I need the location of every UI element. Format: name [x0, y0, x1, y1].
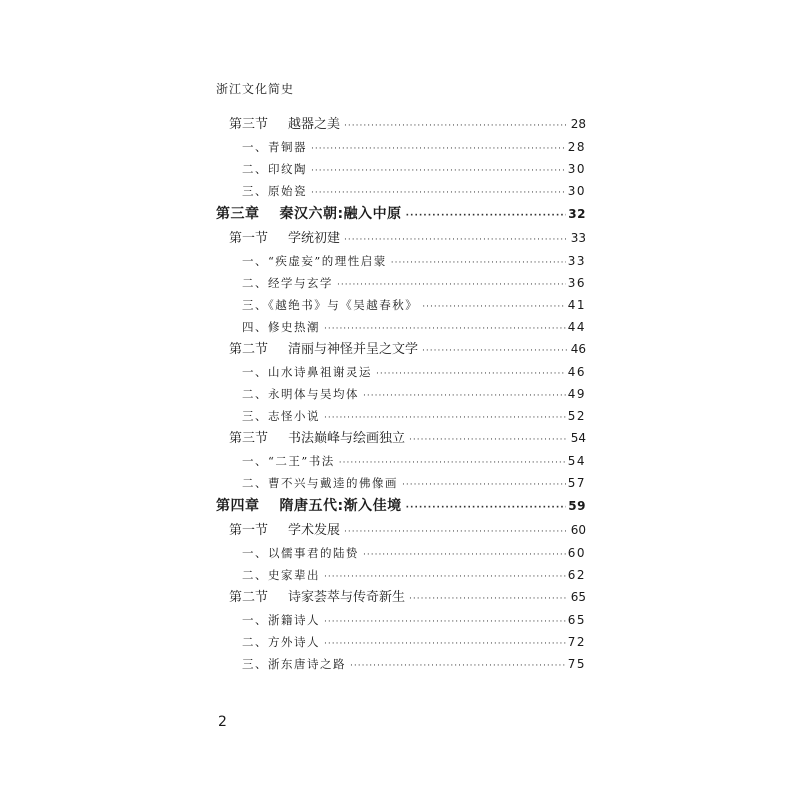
toc-page-number: 28 — [567, 140, 586, 154]
toc-section-row — [216, 227, 586, 250]
toc-item-row — [216, 180, 586, 202]
toc-entry-number: 二、 — [242, 635, 268, 649]
toc-page-number: 32 — [568, 207, 586, 221]
toc-entry-number: 第四章 — [216, 498, 260, 514]
dot-leader — [406, 204, 567, 227]
toc-page-number: 30 — [567, 162, 586, 176]
toc-entry-title: 《越绝书》与《吴越春秋》 — [268, 298, 419, 312]
toc-item-row — [216, 564, 586, 586]
toc-entry-label — [216, 494, 402, 519]
toc-entry-number: 一、 — [242, 140, 268, 154]
toc-entry-title: 原始瓷 — [268, 184, 307, 198]
toc-page-number: 41 — [567, 298, 586, 312]
toc-entry-label — [216, 427, 405, 450]
dot-leader — [324, 633, 566, 653]
toc-entry-title: 修史热潮 — [268, 320, 320, 334]
toc-entry-title: 青铜器 — [268, 140, 307, 154]
toc-entry-title: 诗家荟萃与传奇新生 — [288, 590, 406, 605]
toc-page-number: 46 — [570, 342, 586, 356]
toc-entry-label — [216, 472, 398, 494]
toc-entry-label — [216, 519, 340, 542]
toc-page-number: 57 — [567, 476, 586, 490]
toc-item-row — [216, 405, 586, 427]
toc-item-row — [216, 631, 586, 653]
toc-entry-number: 一、 — [242, 254, 268, 268]
toc-page-number: 75 — [567, 657, 586, 671]
toc-entry-number: 二、 — [242, 387, 268, 401]
toc-page-number: 36 — [567, 276, 586, 290]
dot-leader — [402, 474, 566, 494]
toc-item-row — [216, 609, 586, 631]
toc-entry-label — [216, 405, 320, 427]
toc-entry-number: 第二节 — [229, 342, 269, 357]
dot-leader — [363, 544, 566, 564]
toc-entry-number: 二、 — [242, 162, 268, 176]
toc-page-number: 44 — [567, 320, 586, 334]
toc-entry-number: 三、 — [242, 657, 268, 671]
toc-entry-label — [216, 631, 320, 653]
toc-entry-title: 学统初建 — [288, 231, 341, 246]
toc-entry-label — [216, 250, 387, 272]
dot-leader — [311, 182, 566, 202]
toc-item-row — [216, 316, 586, 338]
toc-entry-number: 二、 — [242, 476, 268, 490]
toc-item-row — [216, 653, 586, 675]
toc-entry-title: 清丽与神怪并呈之文学 — [288, 342, 419, 357]
toc-entry-number: 三、 — [242, 184, 268, 198]
toc-page-number: 60 — [570, 523, 586, 537]
toc-chapter-row — [216, 202, 586, 227]
toc-page-number: 54 — [570, 431, 586, 445]
toc-entry-label — [216, 338, 418, 361]
toc-page-number: 65 — [567, 613, 586, 627]
dot-leader — [391, 252, 566, 272]
toc-page-number: 72 — [567, 635, 586, 649]
toc-page-number: 33 — [570, 231, 586, 245]
toc-item-row — [216, 136, 586, 158]
toc-entry-number: 一、 — [242, 613, 268, 627]
dot-leader — [422, 340, 568, 361]
toc-entry-number: 第一节 — [229, 231, 269, 246]
toc-entry-title: 永明体与吴均体 — [268, 387, 359, 401]
toc-page-number: 28 — [570, 117, 586, 131]
toc-entry-title: 越器之美 — [288, 117, 341, 132]
toc-section-row — [216, 338, 586, 361]
toc-entry-number: 二、 — [242, 568, 268, 582]
dot-leader — [350, 655, 566, 675]
toc-page-number: 33 — [567, 254, 586, 268]
dot-leader — [311, 160, 566, 180]
toc-entry-title: 隋唐五代:渐入佳境 — [279, 498, 402, 514]
toc-page-number: 46 — [567, 365, 586, 379]
dot-leader — [324, 611, 566, 631]
toc-item-row — [216, 383, 586, 405]
toc-section-row — [216, 427, 586, 450]
toc-item-row — [216, 450, 586, 472]
toc-entry-label — [216, 294, 418, 316]
toc-entry-title: 以儒事君的陆贽 — [268, 546, 359, 560]
toc-entry-title: 史家辈出 — [268, 568, 320, 582]
dot-leader — [337, 274, 566, 294]
toc-page-number: 49 — [567, 387, 586, 401]
toc-entry-label — [216, 542, 359, 564]
toc-page-number: 52 — [567, 409, 586, 423]
toc-entry-label — [216, 383, 359, 405]
dot-leader — [324, 318, 566, 338]
dot-leader — [344, 115, 568, 136]
running-title: 浙江文化简史 — [216, 82, 295, 96]
toc-entry-title: 书法巅峰与绘画独立 — [288, 431, 406, 446]
dot-leader — [344, 521, 568, 542]
toc-entry-number: 一、 — [242, 365, 268, 379]
dot-leader — [363, 385, 566, 405]
toc-entry-number: 第二节 — [229, 590, 269, 605]
toc-entry-label — [216, 202, 402, 227]
toc-entry-number: 第三节 — [229, 117, 269, 132]
dot-leader — [324, 407, 566, 427]
toc-entry-title: 秦汉六朝:融入中原 — [279, 206, 402, 222]
toc-entry-label — [216, 564, 320, 586]
toc-item-row — [216, 158, 586, 180]
dot-leader — [344, 229, 568, 250]
dot-leader — [324, 566, 566, 586]
dot-leader — [311, 138, 566, 158]
toc-entry-title: “疾虚妄”的理性启蒙 — [268, 254, 387, 268]
toc-entry-title: 浙籍诗人 — [268, 613, 320, 627]
toc-entry-title: 印纹陶 — [268, 162, 307, 176]
toc-entry-number: 一、 — [242, 546, 268, 560]
toc-entry-number: 一、 — [242, 454, 268, 468]
toc-entry-label — [216, 227, 340, 250]
toc-entry-label — [216, 361, 372, 383]
toc-item-row — [216, 472, 586, 494]
toc-entry-label — [216, 136, 307, 158]
dot-leader — [422, 296, 565, 316]
toc-entry-number: 三、 — [242, 298, 268, 312]
toc-section-row — [216, 519, 586, 542]
dot-leader — [409, 588, 568, 609]
toc-page-number: 30 — [567, 184, 586, 198]
dot-leader — [406, 496, 567, 519]
toc-chapter-row — [216, 494, 586, 519]
toc-entry-title: 山水诗鼻祖谢灵运 — [268, 365, 372, 379]
toc-entry-title: 经学与玄学 — [268, 276, 333, 290]
toc-item-row — [216, 361, 586, 383]
page-number: 2 — [218, 714, 227, 730]
toc-page-number: 60 — [567, 546, 586, 560]
toc-entry-label — [216, 316, 320, 338]
toc-entry-number: 四、 — [242, 320, 268, 334]
toc-page-number: 65 — [570, 590, 586, 604]
table-of-contents — [216, 113, 586, 675]
toc-item-row — [216, 542, 586, 564]
toc-entry-number: 第三章 — [216, 206, 260, 222]
toc-entry-label — [216, 586, 405, 609]
toc-entry-label — [216, 113, 340, 136]
dot-leader — [409, 429, 568, 450]
toc-page-number: 54 — [567, 454, 586, 468]
toc-entry-title: 学术发展 — [288, 523, 341, 538]
toc-item-row — [216, 294, 586, 316]
toc-section-row — [216, 586, 586, 609]
toc-page-number: 59 — [568, 499, 586, 513]
toc-entry-label — [216, 653, 346, 675]
toc-entry-label — [216, 272, 333, 294]
toc-entry-number: 第一节 — [229, 523, 269, 538]
toc-entry-number: 二、 — [242, 276, 268, 290]
toc-entry-label — [216, 180, 307, 202]
toc-entry-title: “二王”书法 — [268, 454, 335, 468]
toc-item-row — [216, 250, 586, 272]
toc-entry-label — [216, 450, 335, 472]
toc-section-row — [216, 113, 586, 136]
toc-item-row — [216, 272, 586, 294]
toc-entry-title: 志怪小说 — [268, 409, 320, 423]
toc-entry-label — [216, 158, 307, 180]
toc-page-number: 62 — [567, 568, 586, 582]
toc-entry-title: 浙东唐诗之路 — [268, 657, 346, 671]
toc-entry-title: 曹不兴与戴逵的佛像画 — [268, 476, 398, 490]
toc-entry-label — [216, 609, 320, 631]
dot-leader — [376, 363, 566, 383]
toc-entry-title: 方外诗人 — [268, 635, 320, 649]
dot-leader — [339, 452, 566, 472]
toc-entry-number: 第三节 — [229, 431, 269, 446]
toc-entry-number: 三、 — [242, 409, 268, 423]
